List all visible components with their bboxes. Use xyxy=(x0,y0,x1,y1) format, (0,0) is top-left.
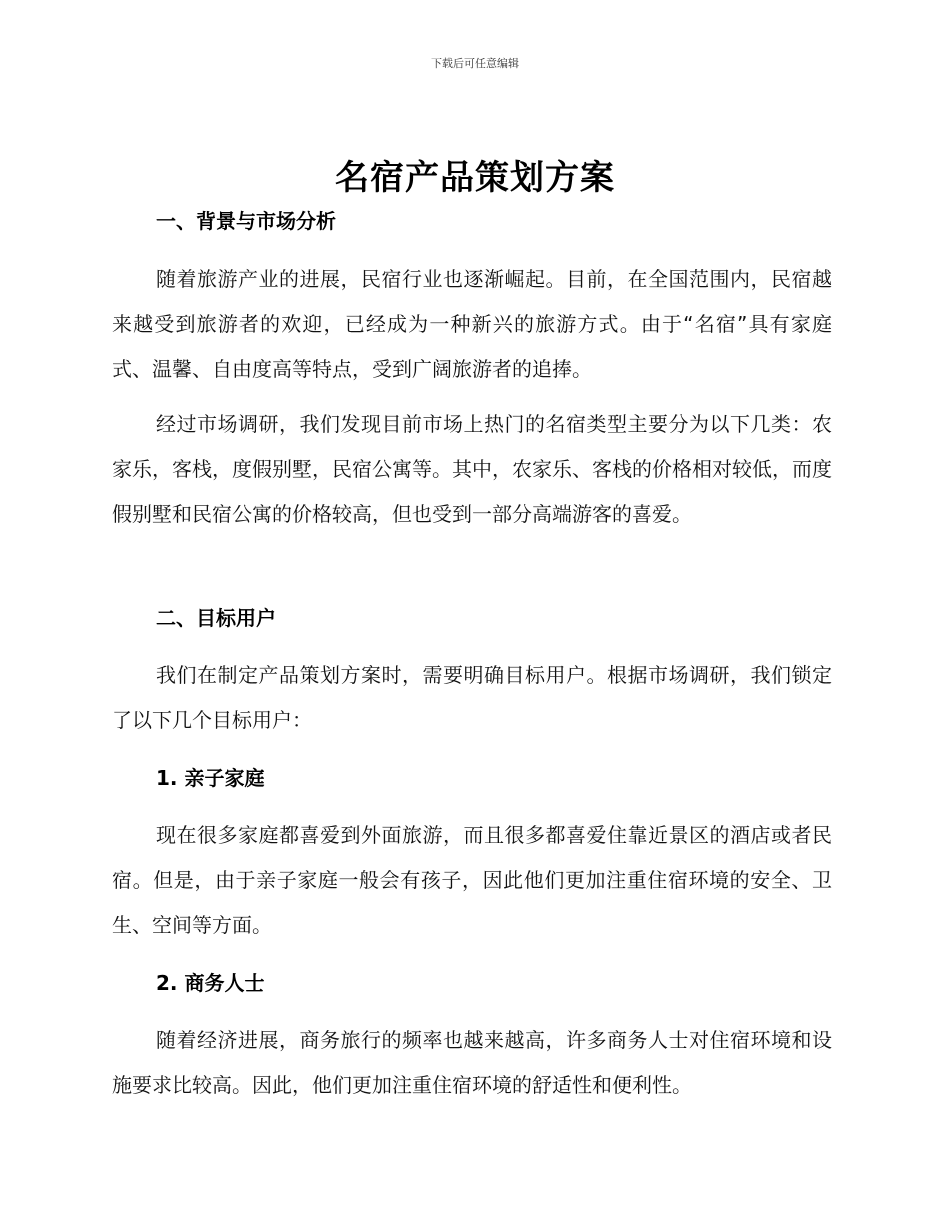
subheading-family: 1. 亲子家庭 xyxy=(156,766,265,790)
page-header-note: 下载后可任意编辑 xyxy=(431,57,519,70)
document-title: 名宿产品策划方案 xyxy=(335,158,615,198)
subheading-business: 2. 商务人士 xyxy=(156,971,265,995)
section-heading-target-users: 二、目标用户 xyxy=(156,606,276,630)
section-heading-background: 一、背景与市场分析 xyxy=(156,209,336,233)
paragraph-business: 随着经济进展，商务旅行的频率也越来越高，许多商务人士对住宿环境和设施要求比较高。因此，他们更加注重住宿环境的舒适性和便利性。 xyxy=(112,1028,832,1097)
paragraph-background-intro: 随着旅游产业的进展，民宿行业也逐渐崛起。目前，在全国范围内，民宿越来越受到旅游者的欢迎，已经成为一种新兴的旅游方式。由于“名宿”具有家庭式、温馨、自由度高等特点，受到广阔旅游者的追捧。 xyxy=(112,267,832,381)
paragraph-family: 现在很多家庭都喜爱到外面旅游，而且很多都喜爱住靠近景区的酒店或者民宿。但是，由于亲子家庭一般会有孩子，因此他们更加注重住宿环境的安全、卫生、空间等方面。 xyxy=(112,823,832,937)
paragraph-market-research: 经过市场调研，我们发现目前市场上热门的名宿类型主要分为以下几类：农家乐，客栈，度假别墅，民宿公寓等。其中，农家乐、客栈的价格相对较低，而度假别墅和民宿公寓的价格较高，但也受到一部分高端游客的喜爱。 xyxy=(112,412,832,526)
paragraph-target-users-intro: 我们在制定产品策划方案时，需要明确目标用户。根据市场调研，我们锁定了以下几个目标用户： xyxy=(112,663,832,732)
